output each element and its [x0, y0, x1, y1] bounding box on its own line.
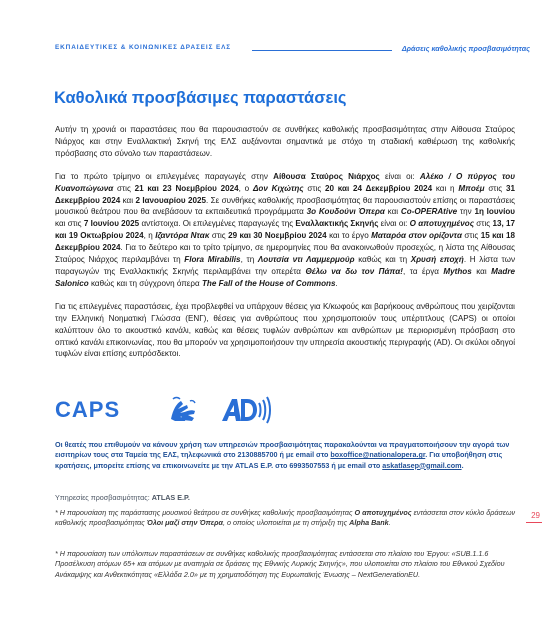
sign-language-icon [167, 395, 199, 425]
page-number: 29 [531, 511, 540, 520]
footnote-2: * Η παρουσίαση των υπόλοιπων παραστάσεων σε συνθήκες καθολικής προσβασιμότητας εντάσσεται στο πλαίσιο του Έργου: «SUB.1.1.6 Προσέλκυση ατόμων 65+ και ατόμων με αναπηρία σε δράσεις της Εθνικής Λυρικής Σκηνής», που υλοποιείται στο πλαίσιο του Εθνικού Σχεδίου Ανάκαμψης και Ανθεκτικότητας «Ελλάδα 2.0» με τη χρηματοδότηση της Ευρωπαϊκής Ένωσης – NextGenerationEU. [55, 549, 505, 579]
services-line: Υπηρεσίες προσβασιμότητας: ATLAS E.P. [55, 493, 190, 502]
productions-paragraph: Για το πρώτο τρίμηνο οι επιλεγμένες παραγωγές στην Αίθουσα Σταύρος Νιάρχος είναι οι: Αλέκο / Ο πύργος του Κυανοπώγωνα στις 21 και 23 Νοεμβρίου 2024, ο Δον Κιχώτης στις 20 και 24 Δεκεμβρίου 2024 και η Μποέμ στις 31 Δεκεμβρίου 2024 και 2 Ιανουαρίου 2025. Σε συνθήκες καθολικής προσβασιμότητας θα παρουσιαστούν επίσης οι παραστάσεις μουσικού θεάτρου που θα ανεβάσουν τα εκπαιδευτικά προγράμματα 3ο Κουδούνι Όπερα και Co-OPERAtive την 1η Ιουνίου και στις 7 Ιουνίου 2025 αντίστοιχα. Οι επιλεγμένες παραγωγές της Εναλλακτικής Σκηνής είναι οι: Ο αποτυχημένος στις 13, 17 και 19 Οκτωβρίου 2024, η Ιζαντόρα Ντακ στις 29 και 30 Νοεμβρίου 2024 και το έργο Ματαρόα στον ορίζοντα στις 15 και 18 Δεκεμβρίου 2024. Για το δεύτερο και το τρίτο τρίμηνο, σε ημερομηνίες που θα ανακοινωθούν προσεχώς, η λίστα της Αίθουσας Σταύρος Νιάρχος περιλαμβάνει τη Flora Mirabilis, τη Λουτσία ντι Λαμμερμούρ καθώς και τη Χρυσή εποχή. Η λίστα των παραγωγών της Εναλλακτικής Σκηνής περιλαμβάνει την οπερέτα Θέλω να δω τον Πάπα!, τα έργα Mythos και Madre Salonico καθώς και τη σύγχρονη όπερα The Fall of the House of Commons. [55, 171, 516, 288]
page-title: Καθολικά προσβάσιμες παραστάσεις [54, 89, 347, 107]
section-title: ΕΚΠΑΙΔΕΥΤΙΚΕΣ & ΚΟΙΝΩΝΙΚΕΣ ΔΡΑΣΕΙΣ ΕΛΣ [55, 44, 232, 51]
atlas-email-link[interactable]: askatlasep@gmail.com [382, 460, 462, 470]
booking-note: Οι θεατές που επιθυμούν να κάνουν χρήση των υπηρεσιών προσβασιμότητας παρακαλούνται να πραγματοποιήσουν την αγορά των εισιτηρίων τους στα Ταμεία της ΕΛΣ, τηλεφωνικά στο 2130885700 ή με email στο boxoffice@nationalopera.gr. Για υποβοήθηση στις κρατήσεις, μπορείτε επίσης να επικοινωνείτε με την ATLAS E.P. στο 6993507553 ή με email στο askatlasep@gmail.com. [55, 440, 510, 470]
accessibility-logos [55, 395, 275, 425]
header-divider [252, 50, 392, 51]
section-subtitle: Δράσεις καθολικής προσβασιμότητας [401, 44, 530, 53]
audio-description-icon [220, 395, 272, 425]
boxoffice-email-link[interactable]: boxoffice@nationalopera.gr [330, 450, 426, 460]
page-number-line [526, 522, 542, 523]
caps-logo: CAPS [55, 397, 121, 422]
accessibility-paragraph: Για τις επιλεγμένες παραστάσεις, έχει προβλεφθεί να υπάρχουν θέσεις για Κ/κωφούς και βαρήκοους ανθρώπους που χειρίζονται την Ελληνική Νοηματική Γλώσσα (ΕΝΓ), θέσεις για ανθρώπους που χρησιμοποιούν τους υπέρτιτλους (CAPS) οι οποίοι καλύπτουν όλο το ακουστικό κανάλι, καθώς και θέσεις τυφλών ανθρώπων και ανθρώπων με περιορισμένη πρόσβαση στο οπτικό κανάλι επικοινωνίας, που θα μπορούν να χρησιμοποιήσουν την υπηρεσία ακουστικής περιγραφής (AD). Οι σκύλοι οδηγοί τυφλών είναι επίσης ευπρόσδεκτοι. [55, 301, 515, 359]
page-header [55, 44, 530, 56]
footnote-1: * Η παρουσίαση της παράστασης μουσικού θεάτρου σε συνθήκες καθολικής προσβασιμότητας Ο αποτυχημένος εντάσσεται στον κύκλο δράσεων καθολικής προσβασιμότητας Όλοι μαζί στην Όπερα, ο οποίος υλοποιείται με τη στήριξη της Alpha Bank. [55, 508, 516, 528]
main-text [55, 124, 515, 371]
intro-paragraph: Αυτήν τη χρονιά οι παραστάσεις που θα παρουσιαστούν σε συνθήκες καθολικής προσβασιμότητας στην Αίθουσα Σταύρος Νιάρχος και στην Εναλλακτική Σκηνή της ΕΛΣ αυξάνονται σημαντικά με στόχο τη σταδιακή καθιέρωση της καθολικής πρόσβασης στο σύνολο των παραστάσεων. [55, 125, 515, 158]
